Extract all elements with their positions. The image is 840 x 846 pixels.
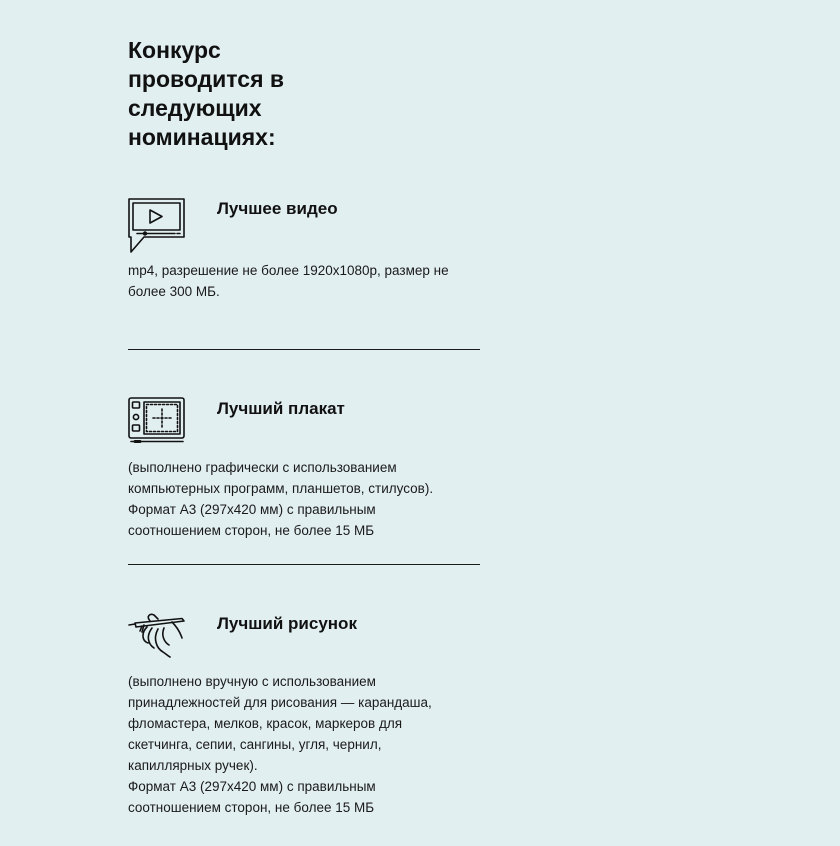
section-heading-line: проводится в <box>128 66 285 92</box>
nomination-title: Лучшее видео <box>217 199 338 218</box>
graphics-tablet-icon <box>128 397 186 455</box>
nomination-title: Лучший плакат <box>217 399 345 418</box>
description-line: скетчинга, сепии, сангины, угля, чернил, <box>128 737 382 752</box>
description-line: соотношением сторон, не более 15 МБ <box>128 523 375 538</box>
description-line: фломастера, мелков, красок, маркеров для <box>128 716 403 731</box>
description-line: (выполнено графически с использованием <box>128 460 397 475</box>
nomination-description <box>128 260 488 302</box>
description-line: Формат А3 (297х420 мм) с правильным <box>128 779 376 794</box>
description-line: более 300 МБ. <box>128 284 220 299</box>
nomination-description <box>128 457 488 541</box>
description-line: капиллярных ручек). <box>128 758 258 773</box>
section-heading <box>128 36 348 152</box>
hand-drawing-icon <box>128 612 186 670</box>
description-line: mp4, разрешение не более 1920x1080p, размер не <box>128 263 449 278</box>
description-line: принадлежностей для рисования — карандаша, <box>128 695 432 710</box>
description-line: компьютерных программ, планшетов, стилусов). <box>128 481 434 496</box>
description-line: соотношением сторон, не более 15 МБ <box>128 800 375 815</box>
divider <box>128 564 480 565</box>
video-player-icon <box>128 197 186 255</box>
section-heading-line: номинациях: <box>128 124 276 150</box>
divider <box>128 349 480 350</box>
section-heading-line: следующих <box>128 95 262 121</box>
nomination-title: Лучший рисунок <box>217 614 357 633</box>
nomination-description <box>128 671 488 818</box>
section-heading-line: Конкурс <box>128 37 221 63</box>
description-line: Формат А3 (297х420 мм) с правильным <box>128 502 376 517</box>
description-line: (выполнено вручную с использованием <box>128 674 376 689</box>
